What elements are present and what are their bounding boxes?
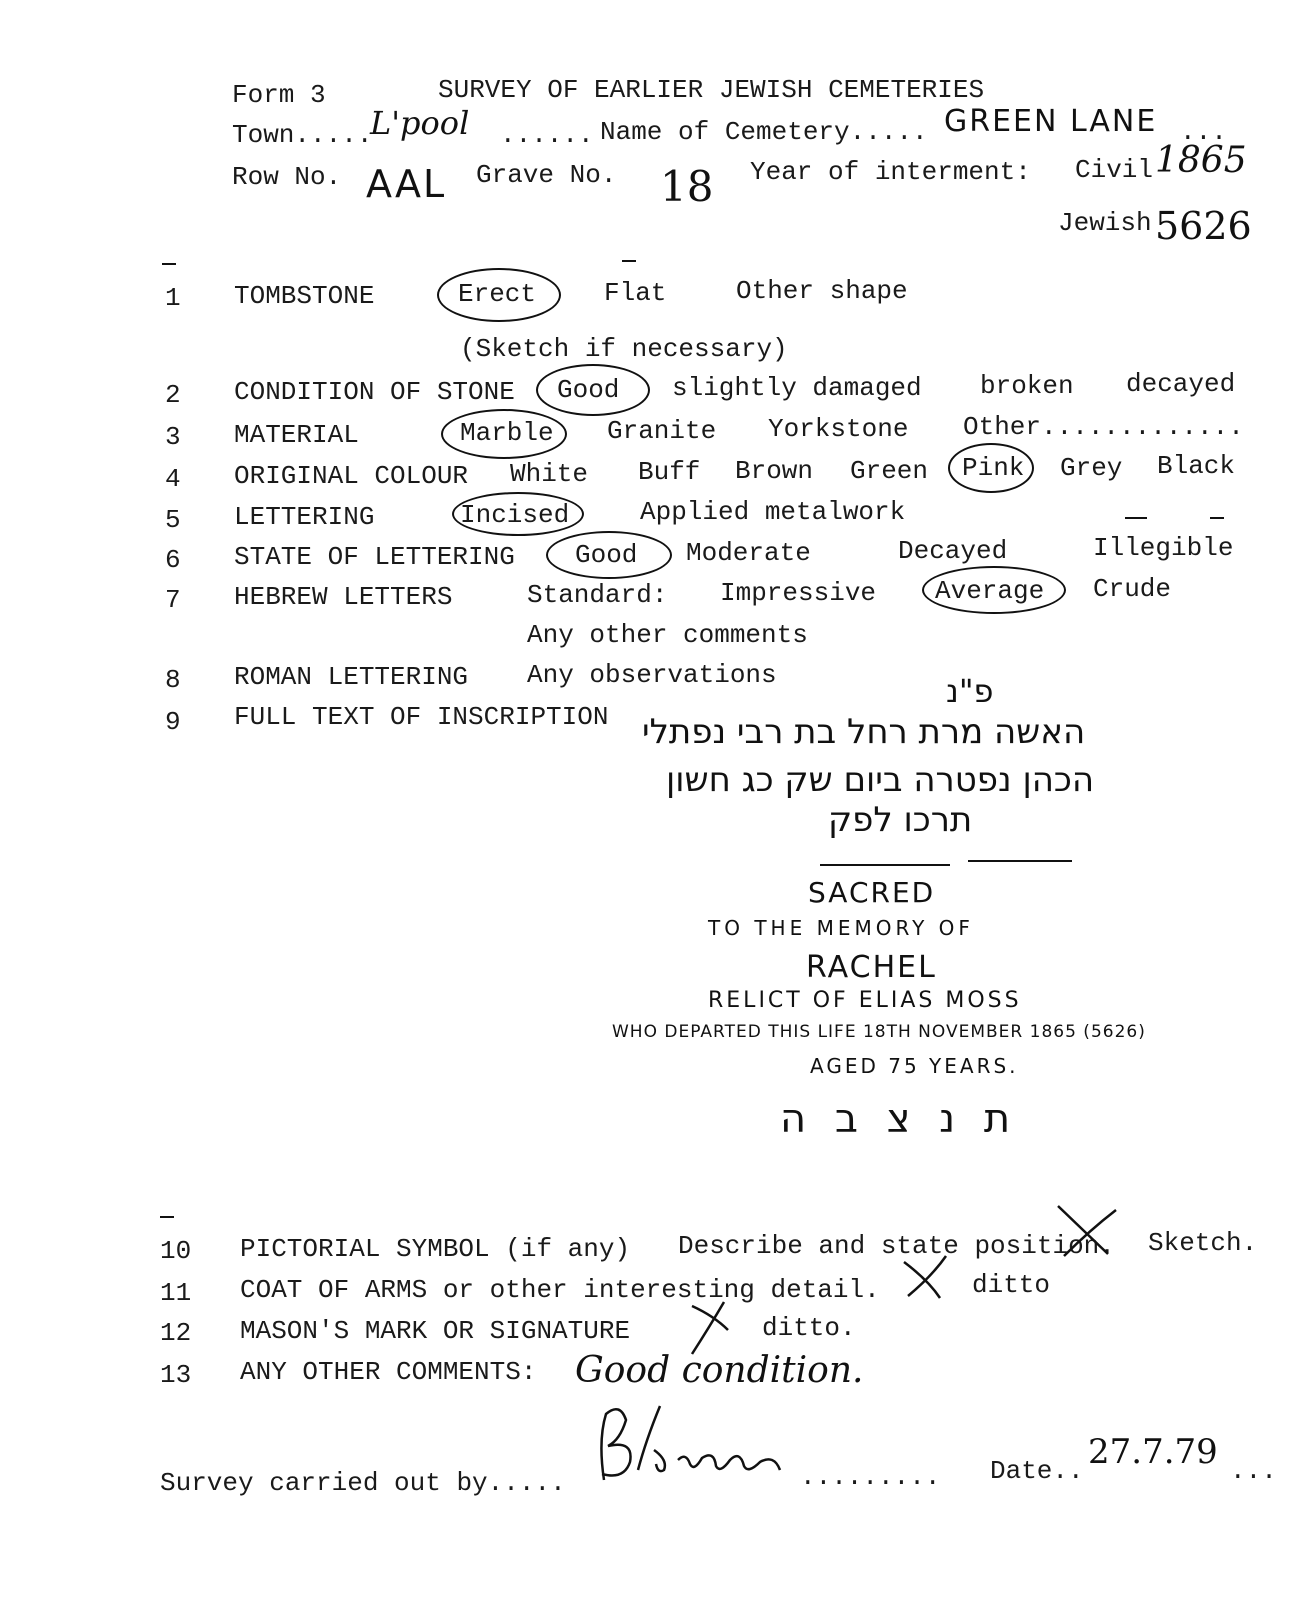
option-sketch: Sketch. [1148,1228,1258,1258]
item-number: 6 [165,545,181,575]
item-number: 3 [165,422,181,452]
date-dots: ... [1230,1456,1277,1486]
option-describe-position: Describe and state position. [678,1231,1115,1261]
option-slightly-damaged: slightly damaged [672,373,922,403]
option-black: Black [1157,451,1236,481]
item-label-full-text: FULL TEXT OF INSCRIPTION [234,702,609,732]
item-label-material: MATERIAL [234,420,359,450]
option-green: Green [850,456,929,486]
option-illegible: Illegible [1093,533,1234,563]
dash-mark [1125,517,1147,519]
item-number: 12 [160,1318,192,1348]
date-label: Date.. [990,1456,1084,1486]
surveyor-label: Survey carried out by..... [160,1468,566,1498]
item-number: 13 [160,1360,192,1390]
surveyor-dots: ......... [800,1462,941,1492]
option-decayed: Decayed [898,536,1008,566]
item-number: 4 [165,464,181,494]
inscription-departed: WHO DEPARTED THIS LIFE 18TH NOVEMBER 1865 (5626) [612,1022,1146,1042]
inscription-relict: RELICT OF ELIAS MOSS [708,988,1022,1013]
sketch-note: (Sketch if necessary) [460,334,788,364]
option-applied-metalwork: Applied metalwork [640,497,906,527]
item-label-condition: CONDITION OF STONE [234,377,515,407]
item-number: 5 [165,505,181,535]
item-number: 2 [165,380,181,410]
inscription-memory: TO THE MEMORY OF [708,916,974,940]
jewish-value: 5626 [1155,204,1252,248]
inscription-aged: AGED 75 YEARS. [810,1054,1019,1078]
hebrew-line-1: האשה מרת רחל בת רבי נפתלי [642,712,1086,752]
inscription-name: RACHEL [806,950,937,985]
form-label: Form 3 [232,80,326,110]
page-title: SURVEY OF EARLIER JEWISH CEMETERIES [438,75,985,105]
option-ditto: ditto [972,1270,1051,1300]
hebrew-heading: פ"נ [946,672,994,710]
item-label-coat-of-arms: COAT OF ARMS or other interesting detail. [240,1275,880,1305]
option-yorkstone: Yorkstone [768,414,909,444]
option-crude: Crude [1093,574,1172,604]
option-incised: Incised [460,500,570,530]
item-label-pictorial-symbol: PICTORIAL SYMBOL (if any) [240,1234,631,1264]
cross-mark-icon [1050,1200,1130,1260]
selection-circle [922,566,1066,614]
date-value: 27.7.79 [1088,1432,1218,1472]
cemetery-dots: ... [1180,117,1227,147]
option-decayed: decayed [1126,369,1236,399]
option-good: Good [575,540,638,570]
option-white: White [510,459,589,489]
row-label: Row No. [232,162,342,192]
option-good: Good [557,375,620,405]
divider-rule [968,860,1072,862]
other-comments-note: Any other comments [527,620,808,650]
option-pink: Pink [962,453,1025,483]
hebrew-line-2: הכהן נפטרה ביום שק כג חשון [666,760,1095,800]
handwritten-comment: Good condition. [575,1350,864,1391]
option-any-observations: Any observations [527,660,777,690]
hebrew-tnzbh: ת נ צ ב ה [780,1096,1019,1142]
option-standard: Standard: [527,580,668,610]
item-label-tombstone: TOMBSTONE [234,281,375,311]
grave-label: Grave No. [476,160,617,190]
cross-mark-icon [898,1250,958,1304]
option-moderate: Moderate [686,538,811,568]
option-brown: Brown [735,456,814,486]
row-value: AAL [366,162,447,206]
item-label-lettering: LETTERING [234,502,375,532]
item-number: 7 [165,585,181,615]
year-label: Year of interment: [750,157,1031,187]
divider-rule [820,864,950,866]
hebrew-line-3: תרכו לפק [828,800,973,840]
option-grey: Grey [1060,453,1123,483]
item-number: 1 [165,283,181,313]
grave-value: 18 [660,162,714,211]
option-flat: Flat [604,278,667,308]
item-label-state-of-lettering: STATE OF LETTERING [234,542,515,572]
item-label-other-comments: ANY OTHER COMMENTS: [240,1357,537,1387]
option-broken: broken [980,371,1074,401]
option-buff: Buff [638,457,701,487]
inscription-sacred: SACRED [808,876,936,909]
dash-mark [1210,517,1224,519]
civil-label: Civil [1075,155,1154,185]
item-number: 10 [160,1236,192,1266]
dash-mark [160,1216,174,1218]
option-impressive: Impressive [720,578,877,608]
option-average: Average [935,576,1045,606]
item-label-masons-mark: MASON'S MARK OR SIGNATURE [240,1316,631,1346]
option-other-shape: Other shape [736,276,908,306]
cemetery-value: GREEN LANE [944,104,1158,139]
selection-circle [441,409,567,459]
item-label-colour: ORIGINAL COLOUR [234,461,469,491]
cemetery-label: Name of Cemetery..... [600,117,928,147]
option-other: Other............. [963,412,1244,442]
town-value: L'pool [370,104,470,142]
option-ditto: ditto. [762,1313,856,1343]
selection-circle [452,492,584,536]
selection-circle [546,531,672,579]
item-number: 9 [165,707,181,737]
jewish-label: Jewish [1058,208,1152,238]
option-marble: Marble [460,418,554,448]
item-label-roman-lettering: ROMAN LETTERING [234,662,469,692]
item-number: 8 [165,665,181,695]
option-granite: Granite [607,416,717,446]
town-label: Town..... [232,120,373,150]
selection-circle [437,268,561,322]
civil-value: 1865 [1155,140,1247,181]
item-number: 11 [160,1278,192,1308]
dash-mark [162,263,176,265]
surveyor-signature-icon [590,1400,820,1490]
dash-mark [622,260,636,262]
selection-circle [948,443,1034,493]
town-dots: ...... [500,120,594,150]
selection-circle [536,364,650,416]
item-label-hebrew-letters: HEBREW LETTERS [234,582,453,612]
option-erect: Erect [458,279,537,309]
